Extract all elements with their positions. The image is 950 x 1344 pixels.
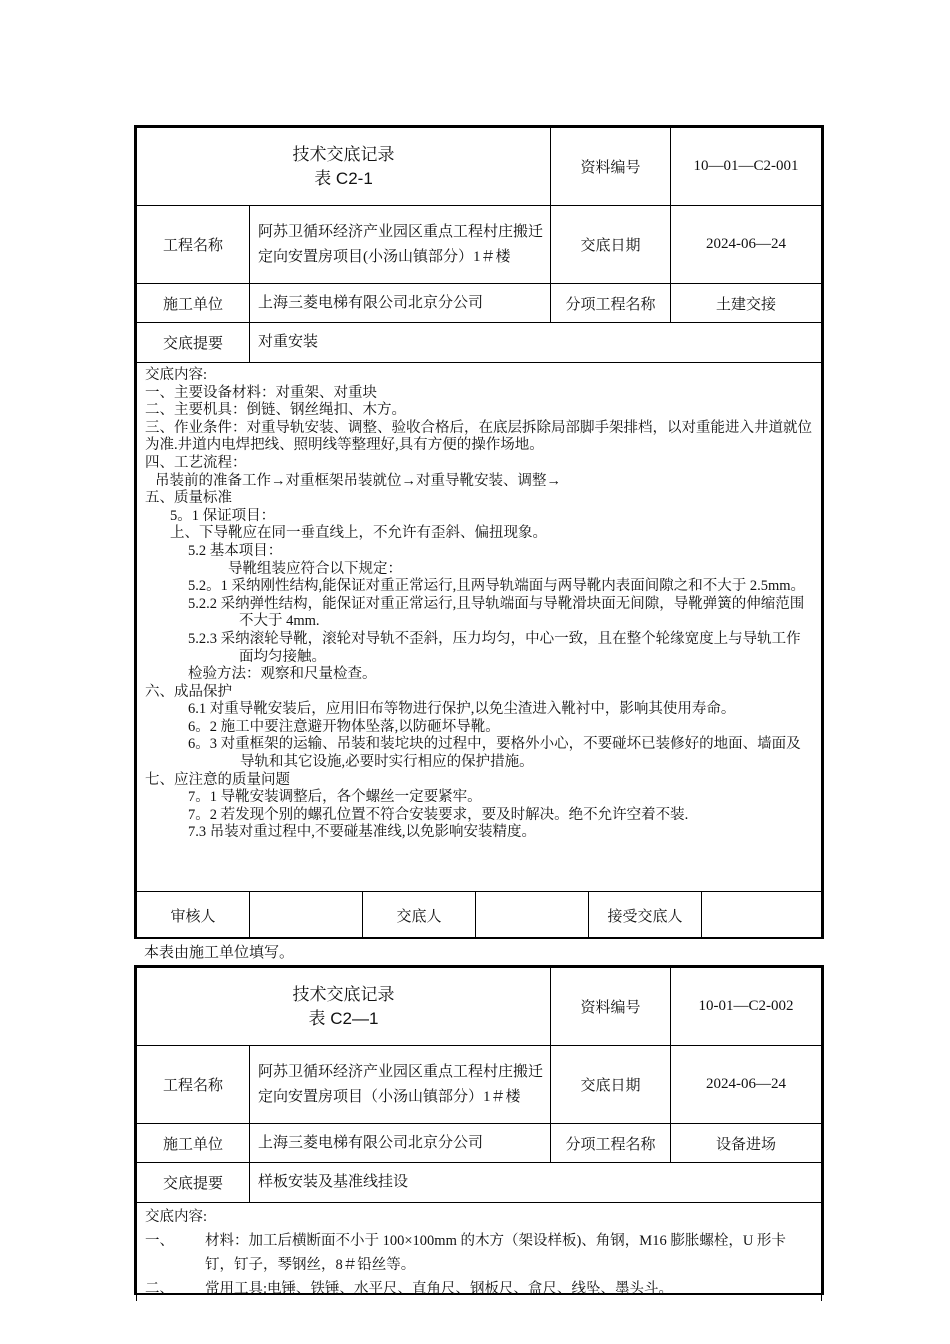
form1-date: 2024-06—24 xyxy=(671,206,822,284)
form1-project-name: 阿苏卫循环经济产业园区重点工程村庄搬迁定向安置房项目(小汤山镇部分）1＃楼 xyxy=(250,206,551,284)
form1-header-table xyxy=(136,127,822,363)
form1-summary: 对重安装 xyxy=(250,323,822,363)
form2-project-name: 阿苏卫循环经济产业园区重点工程村庄搬迁定向安置房项目（小汤山镇部分）1＃楼 xyxy=(250,1046,551,1124)
form2-date: 2024-06—24 xyxy=(671,1046,822,1124)
form2-project-label: 工程名称 xyxy=(137,1046,250,1124)
form1-content xyxy=(136,363,822,891)
form2-title-cell xyxy=(137,968,551,1046)
form1-subitem: 土建交接 xyxy=(671,284,822,323)
form2-content xyxy=(136,1203,822,1301)
form2-subtitle: 表 C2—1 xyxy=(308,1008,379,1028)
content-line: 5。1 保证项目： xyxy=(170,507,276,524)
form2-doc-no: 10-01—C2-002 xyxy=(671,968,822,1046)
content-line: 上、下导靴应在同一垂直线上，不允许有歪斜、偏扭现象。 xyxy=(170,525,547,542)
content-line: 5.2.3 采纳滚轮导靴，滚轮对导轨不歪斜，压力均匀，中心一致，且在整个轮缘宽度上与导轨工作面均匀接触。 xyxy=(188,630,801,665)
content-item-number: 一、 xyxy=(145,1233,174,1249)
content-heading: 交底内容: xyxy=(145,367,208,383)
content-line: 7。1 导靴安装调整后，各个螺丝一定要紧牢。 xyxy=(188,789,482,806)
content-line: 一、主要设备材料：对重架、对重块 xyxy=(145,384,377,401)
content-item-text: 常用工具:电锤、铁锤、水平尺、直角尺、钢板尺、盒尺、线坠、墨头斗。 xyxy=(205,1281,674,1297)
form1-doc-no: 10—01—C2-001 xyxy=(671,128,822,206)
form2-summary: 样板安装及基准线挂设 xyxy=(250,1163,822,1203)
form2-date-label: 交底日期 xyxy=(551,1046,671,1124)
form1-title: 技术交底记录 xyxy=(292,144,395,164)
form2-subitem: 设备进场 xyxy=(671,1124,822,1163)
receiver-signature-field[interactable] xyxy=(702,892,822,939)
content-line: 5.2。1 采纳刚性结构,能保证对重正常运行,且两导轨端面与两导靴内表面间隙之和不大于 2.5mm。 xyxy=(188,578,806,595)
content-line: 检验方法：观察和尺量检查。 xyxy=(188,666,377,683)
content-line: 7.3 吊装对重过程中,不要碰基准线,以免影响安装精度。 xyxy=(188,824,536,841)
content-line xyxy=(145,1229,813,1277)
content-heading: 交底内容: xyxy=(145,1209,208,1225)
form1-contractor: 上海三菱电梯有限公司北京分公司 xyxy=(250,284,551,323)
content-line: 五、质量标准 xyxy=(145,490,232,507)
content-line xyxy=(145,1277,813,1301)
form2-contractor: 上海三菱电梯有限公司北京分公司 xyxy=(250,1124,551,1163)
content-line: 六、成品保护 xyxy=(145,683,232,700)
tech-disclosure-form-2 xyxy=(134,965,824,1295)
discloser-signature-field[interactable] xyxy=(476,892,589,939)
content-line: 三、作业条件：对重导轨安装、调整、验收合格后，在底层拆除局部脚手架排档，以对重能进入井道就位为准.井道内电焊把线、照明线等整理好,具有方便的操作场地。 xyxy=(145,419,812,454)
form2-subitem-label: 分项工程名称 xyxy=(551,1124,671,1163)
content-line: 5.2.2 采纳弹性结构，能保证对重正常运行,且导轨端面与导靴滑块面无间隙，导靴弹簧的伸缩范围不大于 4mm. xyxy=(188,595,805,630)
form2-title: 技术交底记录 xyxy=(292,984,395,1004)
form-footnote: 本表由施工单位填写。 xyxy=(144,945,295,961)
discloser-label: 交底人 xyxy=(363,892,476,939)
content-line: 7。2 若发现个别的螺孔位置不符合安装要求，要及时解决。绝不允许空着不装. xyxy=(188,806,689,823)
form1-subitem-label: 分项工程名称 xyxy=(551,284,671,323)
content-line: 七、应注意的质量问题 xyxy=(145,771,290,788)
form1-date-label: 交底日期 xyxy=(551,206,671,284)
form2-contractor-label: 施工单位 xyxy=(137,1124,250,1163)
content-line: 吊装前的准备工作→对重框架吊装就位→对重导靴安装、调整→ xyxy=(155,472,561,489)
content-item-number: 二、 xyxy=(145,1281,174,1297)
form1-contractor-label: 施工单位 xyxy=(137,284,250,323)
form1-doc-no-label: 资料编号 xyxy=(551,128,671,206)
content-line: 导靴组装应符合以下规定： xyxy=(228,560,402,577)
form1-title-cell xyxy=(137,128,551,206)
content-line: 6。3 对重框架的运输、吊装和装坨块的过程中，要格外小心，不要碰坏已装修好的地面、墙面及导轨和其它设施,必要时实行相应的保护措施。 xyxy=(188,736,801,771)
content-line: 四、工艺流程： xyxy=(145,454,247,471)
receiver-label: 接受交底人 xyxy=(589,892,702,939)
content-line: 6.1 对重导靴安装后，应用旧布等物进行保护,以免尘渣进入靴衬中，影响其使用寿命。 xyxy=(188,701,736,718)
form1-subtitle: 表 C2-1 xyxy=(314,168,373,188)
content-line: 5.2 基本项目： xyxy=(188,542,283,559)
form2-header-table xyxy=(136,967,822,1203)
content-line: 6。2 施工中要注意避开物体坠落,以防砸坏导靴。 xyxy=(188,718,500,735)
form2-doc-no-label: 资料编号 xyxy=(551,968,671,1046)
form1-signature-table xyxy=(136,891,822,939)
reviewer-signature-field[interactable] xyxy=(250,892,363,939)
form1-project-label: 工程名称 xyxy=(137,206,250,284)
form1-summary-label: 交底提要 xyxy=(137,323,250,363)
form2-summary-label: 交底提要 xyxy=(137,1163,250,1203)
tech-disclosure-form-1 xyxy=(134,125,824,939)
content-line: 二、主要机具：倒链、钢丝绳扣、木方。 xyxy=(145,402,406,419)
content-item-text: 材料：加工后横断面不小于 100×100mm 的木方（架设样板)、角钢，M16 膨胀螺栓，U 形卡钉，钉子，琴钢丝，8＃铅丝等。 xyxy=(205,1233,786,1273)
reviewer-label: 审核人 xyxy=(137,892,250,939)
